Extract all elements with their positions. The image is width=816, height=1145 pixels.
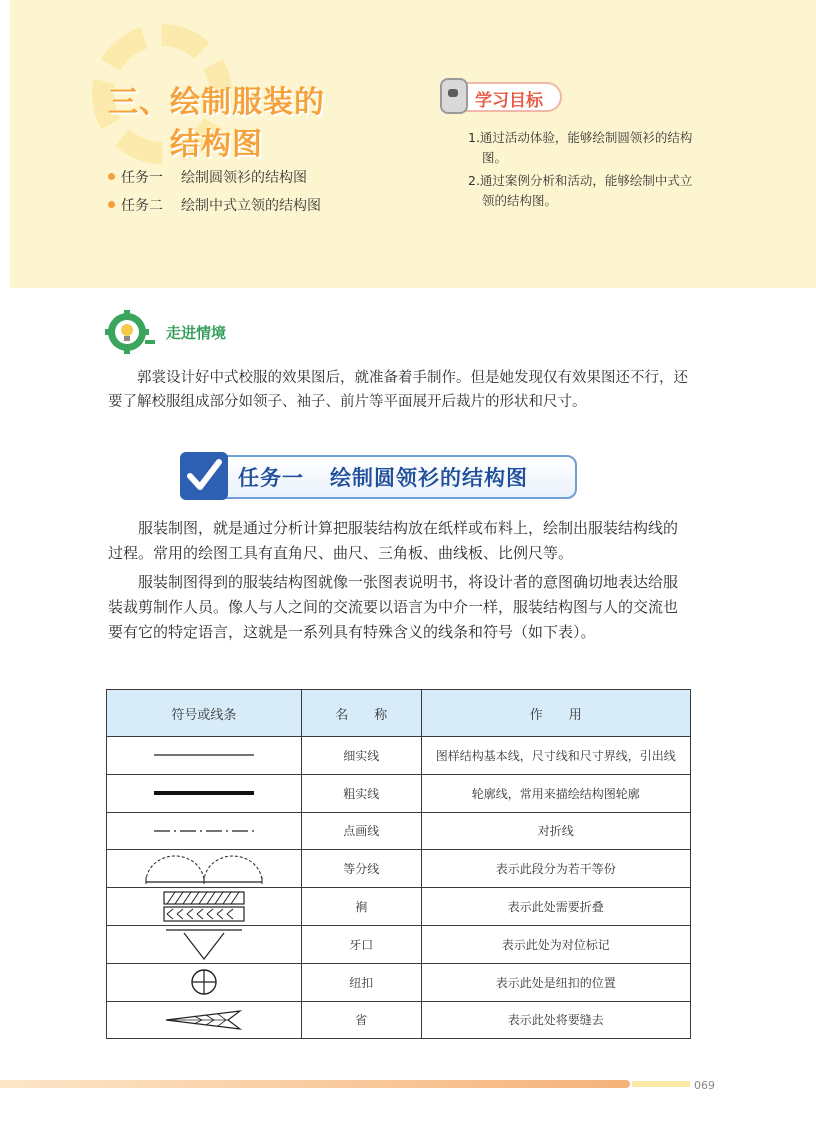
bullet-icon [108, 201, 115, 208]
dash-dot-line-symbol-icon [107, 812, 302, 850]
body-paragraph: 服装制图，就是通过分析计算把服装结构放在纸样或布料上，绘制出服装结构线的过程。常用的绘图工具有直角尺、曲尺、三角板、曲线板、比例尺等。 [108, 519, 679, 562]
table-cell-use: 表示此段分为若干等份 [421, 850, 690, 888]
robot-mascot-icon [440, 78, 468, 114]
table-cell-name: 等分线 [301, 850, 421, 888]
thick-line-symbol-icon [107, 774, 302, 812]
table-cell-name: 点画线 [301, 812, 421, 850]
task-name: 绘制圆领衫的结构图 [181, 170, 307, 186]
bullet-icon [108, 173, 115, 180]
scenario-text: 郭裳设计好中式校服的效果图后，就准备着手制作。但是她发现仅有效果图还不行，还要了解校服组成部分如领子、袖子、前片等平面展开后裁片的形状和尺寸。 [108, 370, 688, 410]
table-row [107, 925, 691, 963]
table-row [107, 737, 691, 775]
table-row [107, 774, 691, 812]
notch-symbol-icon [107, 925, 302, 963]
footer-bar [0, 1080, 630, 1088]
symbol-table [106, 689, 691, 1039]
unit-title [108, 82, 325, 166]
learning-goal-item: 1.通过活动体验，能够绘制圆领衫的结构图。 [468, 130, 693, 165]
task-tag: 任务二 [121, 198, 163, 214]
table-header-cell: 名 称 [301, 690, 421, 737]
learning-goals-label: 学习目标 [475, 91, 543, 111]
task-list-item [108, 192, 321, 220]
scenario-title: 走进情境 [166, 324, 227, 342]
unit-title-line2: 结构图 [170, 127, 263, 162]
table-cell-use: 表示此处为对位标记 [421, 925, 690, 963]
footer-bar-accent [632, 1081, 690, 1087]
table-cell-use: 表示此处是纽扣的位置 [421, 963, 690, 1001]
table-cell-use: 对折线 [421, 812, 690, 850]
task-name: 绘制中式立领的结构图 [181, 198, 321, 214]
equal-division-symbol-icon [107, 850, 302, 888]
dart-symbol-icon [107, 1001, 302, 1039]
table-cell-use: 表示此处需要折叠 [421, 888, 690, 926]
task-banner-name: 绘制圆领衫的结构图 [330, 466, 528, 490]
task-banner-title [238, 462, 528, 492]
unit-title-line1: 三、绘制服装的 [108, 85, 325, 120]
table-cell-use: 表示此处将要缝去 [421, 1001, 690, 1039]
table-cell-name: 裥 [301, 888, 421, 926]
table-header-cell: 符号或线条 [107, 690, 302, 737]
table-cell-use: 图样结构基本线，尺寸线和尺寸界线，引出线 [421, 737, 690, 775]
table-row [107, 888, 691, 926]
table-cell-use: 轮廓线，常用来描绘结构图轮廓 [421, 774, 690, 812]
table-header-cell: 作 用 [421, 690, 690, 737]
task-tag: 任务一 [121, 170, 163, 186]
table-cell-name: 粗实线 [301, 774, 421, 812]
table-row [107, 1001, 691, 1039]
table-cell-name: 细实线 [301, 737, 421, 775]
page-number: 069 [694, 1079, 715, 1092]
pleat-symbol-icon [107, 888, 302, 926]
task-list [108, 164, 321, 220]
task-list-item [108, 164, 321, 192]
table-cell-name: 省 [301, 1001, 421, 1039]
button-position-symbol-icon [107, 963, 302, 1001]
learning-goals-list [468, 128, 698, 214]
table-header-row [107, 690, 691, 737]
table-row [107, 812, 691, 850]
table-cell-name: 纽扣 [301, 963, 421, 1001]
learning-goal-item: 2.通过案例分析和活动，能够绘制中式立领的结构图。 [468, 173, 693, 208]
task-banner-tag: 任务一 [238, 466, 304, 490]
table-row [107, 963, 691, 1001]
lightbulb-gear-icon [105, 310, 157, 354]
body-paragraph: 服装制图得到的服装结构图就像一张图表说明书，将设计者的意图确切地表达给服装裁剪制作人员。像人与人之间的交流要以语言为中介一样，服装结构图与人的交流也要有它的特定语言，这就是一系列具有特殊含义的线条和符号（如下表）。 [108, 573, 679, 641]
table-row [107, 850, 691, 888]
checkmark-icon [180, 452, 228, 500]
thin-line-symbol-icon [107, 737, 302, 775]
table-cell-name: 牙口 [301, 925, 421, 963]
